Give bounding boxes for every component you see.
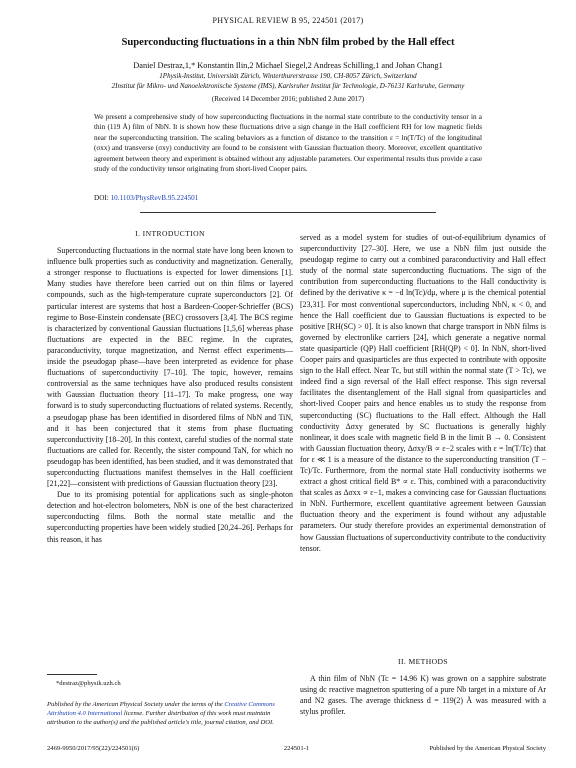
footer-issn: 2469-9950/2017/95(22)/224501(6) <box>47 745 140 752</box>
affiliation-2: 2Institut für Mikro- und Nanoelektronische Systeme (IMS), Karlsruher Institut für Technologie, D-76131 Karlsruhe, Germany <box>111 82 465 90</box>
section-heading-methods: II. METHODS <box>398 657 448 666</box>
journal-header: PHYSICAL REVIEW B 95, 224501 (2017) <box>212 16 364 25</box>
abstract: We present a comprehensive study of how superconducting fluctuations in the normal state contribute to the conductivity tensor in a thin (119 Å) film of NbN. It is shown how these fluctuations drive a sign change in the Hall coefficient RH for low magnetic fields near the superconducting transition. The scaling behaviors as a function of distance to the transition ε = ln(T/Tc) of the longitudinal (σxx) and transverse (σxy) conductivity are found to be consistent with Gaussian fluctuation theory. Moreover, excellent quantitative agreement between theory and experiment is obtained without any adjustable parameters. Our experimental results thus provide a case study of the conductivity tensor originating from short-lived Cooper pairs. <box>94 113 482 174</box>
right-column <box>300 232 546 554</box>
left-column <box>47 228 293 545</box>
author-list: Daniel Destraz,1,* Konstantin Ilin,2 Michael Siegel,2 Andreas Schilling,1 and Johan Chang1 <box>133 61 443 70</box>
methods-text <box>300 673 546 717</box>
received-dates: (Received 14 December 2016; published 2 June 2017) <box>211 95 365 103</box>
doi-line <box>94 194 198 202</box>
article-title: Superconducting fluctuations in a thin NbN film probed by the Hall effect <box>121 37 455 48</box>
footer-publisher: Published by the American Physical Society <box>429 745 546 752</box>
section-heading-introduction: I. INTRODUCTION <box>135 229 205 238</box>
affiliation-1: 1Physik-Institut, Universität Zürich, Winterthurerstrasse 190, CH-8057 Zürich, Switzerland <box>159 72 417 80</box>
intro-paragraph-2: Due to its promising potential for applications such as single-photon detection and hot-electron bolometers, NbN is one of the best characterized superconducting films. Both the normal state metallic and the superconducting properties have been widely studied [20,24–26]. Perhaps for this reason, it has <box>47 490 293 544</box>
intro-paragraph-1: Superconducting fluctuations in the normal state have long been known to influence bulk properties such as conductivity and magnetization. Generally, a stronger response to fluctuations is expected for lower dimensions [1]. Many studies have therefore been carried out on thin films or layered compounds, such as the high-temperature cuprate superconductors [2]. Of particular interest are systems that host a Bardeen-Cooper-Schrieffer (BCS) regime to Bose-Einstein condensate (BEC) crossovers [3,4]. The BCS regime is characterized by conventional Gaussian fluctuations [1,5,6] whereas phase fluctuations are expected in the BEC regime. In the cuprates, paraconductivity, torque magnetization, and Nernst effect experiments—inside the pseudogap phase—have been interpreted as evidence for phase fluctuations of superconductivity [7–10]. The topic, however, remains controversial as the same techniques have also produced results consistent with Gaussian fluctuation theory [11–17]. To make progress, one way forward is to study superconducting fluctuations of related systems. Recently, a pseudogap phase has been identified in disordered films of NbN and TiN, and it has been conjectured that it stems from phase fluctuating superconductivity [18–20]. In this context, careful studies of the normal state fluctuations are called for. Recently, the sister compound TaN, for which no pseudogap has been identified, has been studied, and it was demonstrated that superconducting fluctuations manifest themselves in the Hall coefficient [21,22]—consistent with predictions of Gaussian fluctuation theory [23]. <box>47 246 293 489</box>
license-link[interactable]: Creative Commons Attribution 4.0 International <box>47 701 275 717</box>
license-notice <box>47 700 293 727</box>
license-text-2: license. Further distribution of this work must maintain attribution to the author(s) and the published article's title, journal citation, and DOI. <box>47 710 274 726</box>
divider <box>140 212 436 213</box>
license-text-1: Published by the American Physical Society under the terms of the <box>47 701 225 708</box>
doi-link[interactable]: 10.1103/PhysRevB.95.224501 <box>110 194 199 202</box>
methods-paragraph: A thin film of NbN (Tc = 14.96 K) was grown on a sapphire substrate using dc reactive magnetron sputtering of a pure Nb target in a mixture of Ar and N2 gases. The average thickness d = 119(2) Å was measured with a stylus profiler. <box>300 674 546 717</box>
intro-paragraph-3: served as a model system for studies of out-of-equilibrium dynamics of superconductivity [27–30]. Here, we use a NbN film just outside the pseudogap regime to carry out a combined paraconductivity and Hall effect study of the normal state superconducting fluctuations. The sign of the contribution from superconducting fluctuations to the Hall conductivity is defined by the derivative κ = −d ln(Tc)/dμ, where μ is the chemical potential [23,31]. For most conventional superconductors, including NbN, κ < 0, and hence the Hall coefficient due to Gaussian fluctuations is expected to be positive [RH(SC) > 0]. It is also known that charge transport in NbN films is governed by electronlike carriers [24], which generate a negative normal state quasiparticle (QP) Hall coefficient [RH(QP) < 0]. In NbN, short-lived Cooper pairs and quasiparticles are thus expected to contribute with opposite sign to the Hall effect. Near Tc, but still within the normal state (T > Tc), we indeed find a sign reversal of the Hall effect response. This sign reversal facilitates the disentanglement of the Hall signal from quasiparticles and short-lived Cooper pairs and hence enables us to study the response from superconducting (SC) fluctuations to the Hall effect. Although the Hall conductivity Δσxy generated by SC fluctuations is generally highly nonlinear, it does scale with magnetic field B in the limit B → 0. Consistent with Gaussian fluctuation theory, Δσxy/B ∝ ε−2 scales with ε = ln(T/Tc) that for ε ≪ 1 is a measure of the distance to the superconducting transition (T − Tc)/Tc. Furthermore, from the normal state Hall conductivity isotherms we extract a ghost critical field B* ∝ ε. This, combined with a paraconductivity that scales as Δσxx ∝ ε−1, makes a convincing case for Gaussian fluctuations in NbN. Furthermore, excellent quantitative agreement between Gaussian fluctuation theory and the experiment is found without any adjustable parameters. Our study therefore provides an experimental demonstration of how Gaussian fluctuations of superconductivity contribute to the conductivity tensor. <box>300 233 546 553</box>
footnote-divider <box>47 674 97 675</box>
footer-page-number: 224501-1 <box>283 745 310 752</box>
doi-label: DOI: <box>94 194 109 202</box>
corresponding-email: *destraz@physik.uzh.ch <box>56 680 121 687</box>
